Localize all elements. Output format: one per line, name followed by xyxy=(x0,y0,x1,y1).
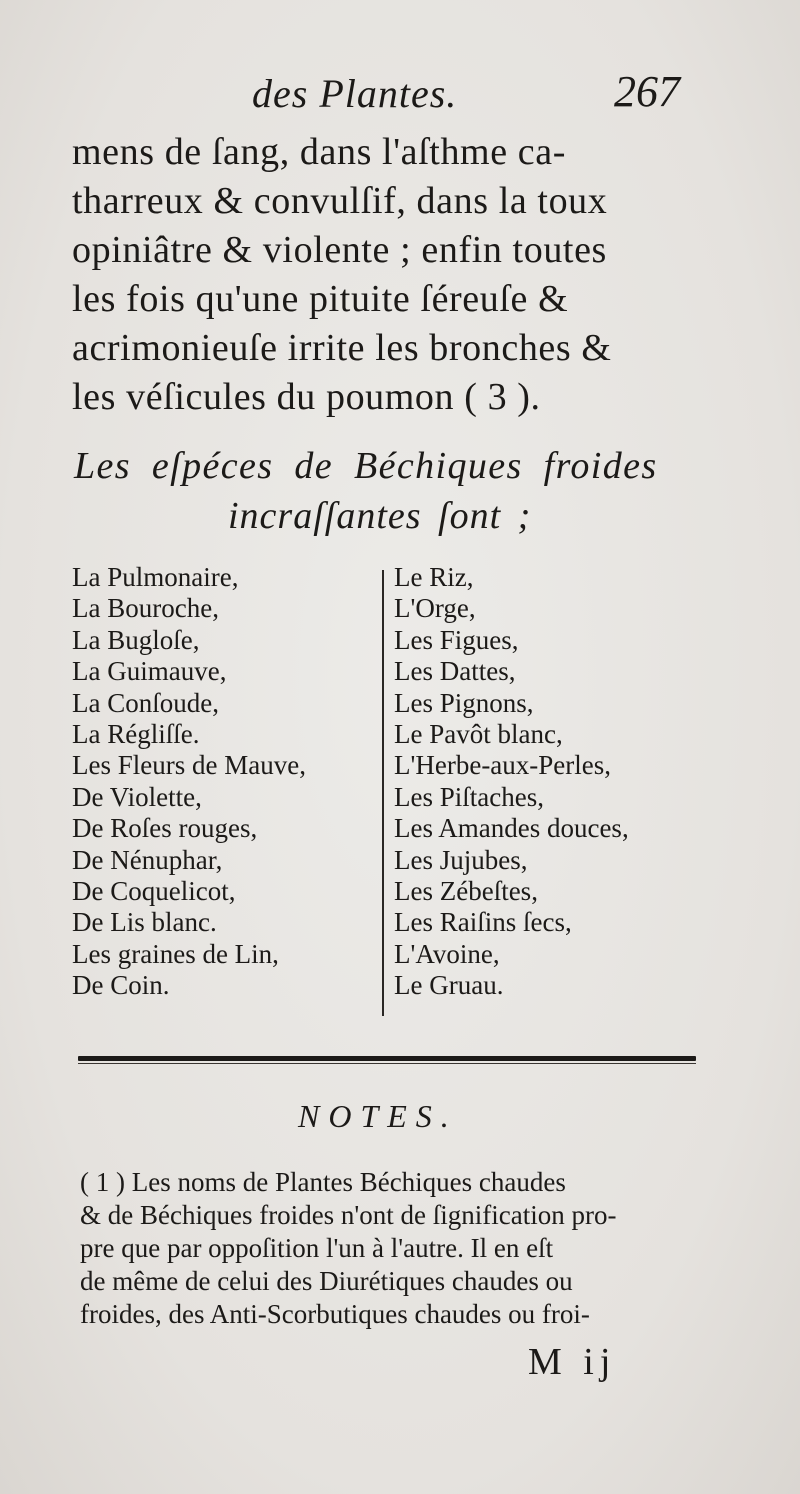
notes-title: NOTES. xyxy=(298,1098,458,1134)
list-item: Les Amandes douces, xyxy=(394,813,629,844)
list-item: Les Piſtaches, xyxy=(394,781,544,812)
list-item: Le Gruau. xyxy=(394,970,504,1001)
body-line: acrimonieuſe irrite les bronches & xyxy=(72,327,612,369)
list-item: Les graines de Lin, xyxy=(72,938,279,969)
body-line: les véſicules du poumon ( 3 ). xyxy=(72,376,541,418)
list-item: Les Fleurs de Mauve, xyxy=(72,750,306,781)
list-item: L'Avoine, xyxy=(394,938,500,969)
signature-mark: M ij xyxy=(528,1341,617,1383)
list-item: Les Dattes, xyxy=(394,656,516,687)
list-item: La Régliſſe. xyxy=(72,719,200,750)
note-line: froides, des Anti-Scorbutiques chaudes ou froi- xyxy=(80,1299,590,1329)
list-item: La Bouroche, xyxy=(72,593,219,624)
list-item: De Violette, xyxy=(72,781,202,812)
subheading-line-2: incraſſantes ſont ; xyxy=(228,495,532,537)
list-item: De Roſes rouges, xyxy=(72,813,258,844)
body-line: tharreux & convulſif, dans la toux xyxy=(72,180,608,222)
list-item: La Conſoude, xyxy=(72,687,219,718)
list-item: De Coquelicot, xyxy=(72,876,236,907)
body-paragraph xyxy=(72,128,712,422)
list-item: Les Zébeſtes, xyxy=(394,876,538,907)
list-item: Les Raiſins ſecs, xyxy=(394,907,572,938)
subheading-line-1: Les eſpéces de Béchiques froides xyxy=(74,445,658,487)
list-item: De Lis blanc. xyxy=(72,907,217,938)
list-item: L'Herbe-aux-Perles, xyxy=(394,750,612,781)
plant-list-left xyxy=(72,562,382,1002)
list-item: La Guimauve, xyxy=(72,656,227,687)
plant-list-right xyxy=(394,562,724,1002)
list-item: De Nénuphar, xyxy=(72,844,223,875)
running-title: des Plantes. xyxy=(252,71,458,116)
page-header xyxy=(0,62,800,122)
section-rule xyxy=(78,1056,696,1061)
notes-paragraph xyxy=(80,1166,705,1331)
list-item: Le Pavôt blanc, xyxy=(394,719,563,750)
column-divider xyxy=(382,570,384,1016)
plant-lists xyxy=(72,562,712,1022)
note-line: & de Béchiques froides n'ont de ſignification pro- xyxy=(80,1200,617,1230)
body-line: les fois qu'une pituite ſéreuſe & xyxy=(72,278,569,320)
list-item: La Bugloſe, xyxy=(72,624,200,655)
note-line: ( 1 ) Les noms de Plantes Béchiques chaudes xyxy=(80,1167,566,1197)
note-line: pre que par oppoſition l'un à l'autre. Il en eſt xyxy=(80,1233,554,1263)
body-line: mens de ſang, dans l'aſthme ca- xyxy=(72,131,566,173)
list-item: Les Figues, xyxy=(394,624,519,655)
body-line: opiniâtre & violente ; enfin toutes xyxy=(72,229,607,271)
list-item: Le Riz, xyxy=(394,562,474,592)
list-item: Les Pignons, xyxy=(394,687,534,718)
list-item: De Coin. xyxy=(72,970,170,1001)
list-item: L'Orge, xyxy=(394,593,476,624)
note-line: de même de celui des Diurétiques chaudes ou xyxy=(80,1266,573,1296)
section-rule-thin xyxy=(78,1063,696,1064)
list-item: Les Jujubes, xyxy=(394,844,528,875)
page-number: 267 xyxy=(614,67,680,116)
list-item: La Pulmonaire, xyxy=(72,562,239,592)
